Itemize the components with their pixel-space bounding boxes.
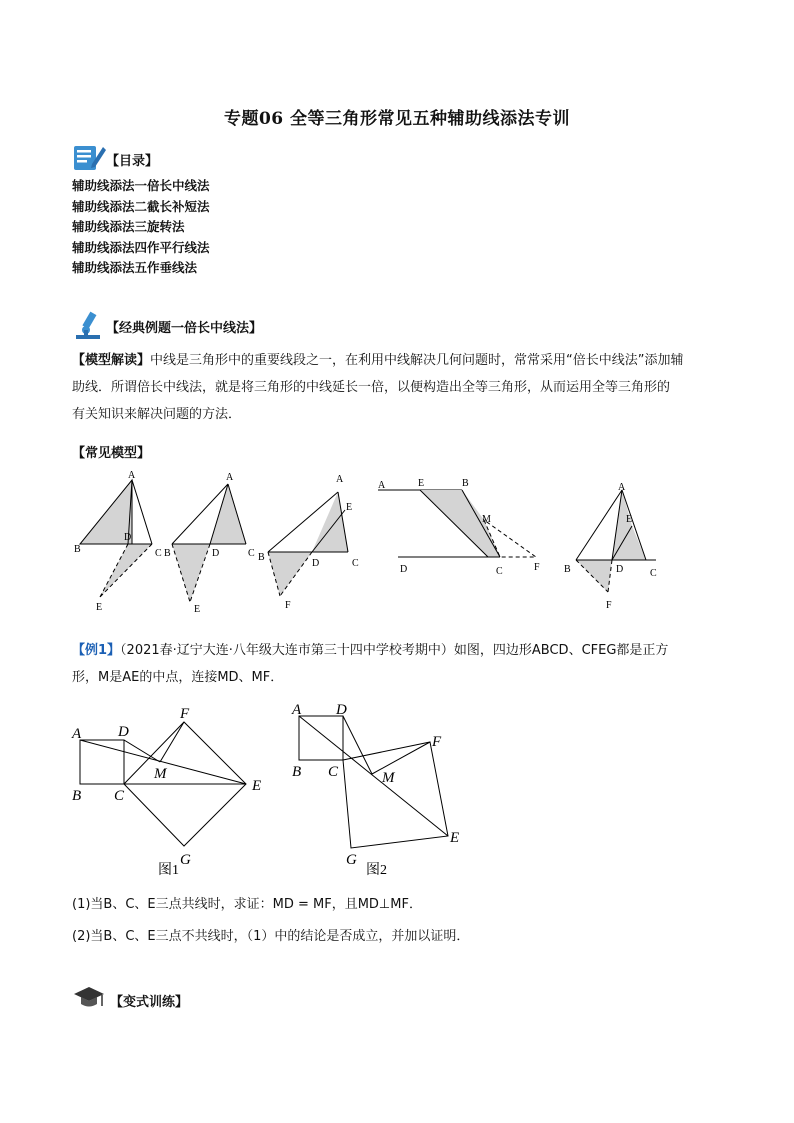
practice-header: 【变式训练】: [110, 995, 189, 1010]
svg-text:D: D: [118, 724, 129, 740]
example-line-1: （2021春·辽宁大连·八年级大连市第三十四中学校考期中）如图，四边形ABCD、CFEG都是正方: [120, 643, 669, 658]
svg-text:D: D: [212, 548, 220, 559]
model-text-2: 助线．所谓倍长中线法，就是将三角形的中线延长一倍，以便构造出全等三角形，从而运用全等三角形的: [72, 380, 671, 395]
svg-text:C: C: [650, 568, 657, 579]
svg-text:D: D: [124, 532, 132, 543]
question-1: (1)当B、C、E三点共线时，求证：MD = MF，且MD⊥MF．: [72, 897, 422, 912]
svg-text:A: A: [292, 702, 302, 718]
toc-item[interactable]: 辅助线添法四作平行线法: [72, 239, 210, 255]
microscope-icon: [72, 308, 106, 340]
question-2: (2)当B、C、E三点不共线时，（1）中的结论是否成立，并加以证明．: [72, 929, 470, 944]
svg-text:M: M: [382, 770, 395, 786]
common-model-label: 【常见模型】: [72, 446, 151, 461]
example-line-2: 形，M是AE的中点，连接MD、MF．: [72, 670, 284, 685]
svg-text:B: B: [258, 552, 265, 563]
pencil-icon: [72, 142, 106, 172]
toc-header: 【目录】: [106, 154, 159, 169]
svg-text:F: F: [432, 734, 442, 750]
example-label: 【例1】: [72, 643, 121, 658]
page-title: 专题06 全等三角形常见五种辅助线添法专训: [223, 109, 571, 129]
svg-text:A: A: [618, 482, 626, 493]
toc-item[interactable]: 辅助线添法一倍长中线法: [72, 178, 210, 193]
toc-list: [72, 176, 210, 279]
model-label: 【模型解读】: [72, 353, 151, 368]
svg-text:F: F: [180, 706, 190, 722]
model-text-3: 有关知识来解决问题的方法．: [72, 407, 242, 422]
svg-text:A: A: [336, 474, 344, 485]
model-description: [72, 347, 732, 428]
svg-text:B: B: [462, 478, 469, 489]
svg-text:E: E: [450, 830, 460, 846]
svg-text:D: D: [336, 702, 347, 718]
model-text-1: 中线是三角形中的重要线段之一，在利用中线解决几何问题时，常常采用“倍长中线法”添加辅: [150, 353, 684, 368]
toc-item[interactable]: 辅助线添法二截长补短法: [72, 198, 210, 214]
svg-text:C: C: [248, 548, 255, 559]
svg-text:B: B: [74, 544, 81, 555]
svg-text:D: D: [616, 564, 624, 575]
fig1-caption: 图1: [158, 863, 179, 878]
svg-text:C: C: [155, 548, 162, 559]
svg-text:B: B: [164, 548, 171, 559]
svg-text:B: B: [72, 788, 82, 804]
svg-text:C: C: [328, 764, 339, 780]
svg-text:F: F: [534, 562, 540, 573]
svg-text:G: G: [180, 852, 191, 868]
svg-text:C: C: [114, 788, 125, 804]
graduation-cap-icon: [72, 984, 106, 1012]
svg-text:E: E: [252, 778, 262, 794]
svg-text:A: A: [226, 472, 234, 483]
toc-item[interactable]: 辅助线添法三旋转法: [72, 219, 185, 234]
svg-text:F: F: [285, 600, 291, 611]
example-figures: [70, 698, 490, 883]
svg-text:C: C: [352, 558, 359, 569]
svg-text:A: A: [378, 480, 386, 491]
svg-text:E: E: [626, 514, 633, 525]
svg-text:C: C: [496, 566, 503, 577]
example-text: [72, 637, 732, 691]
fig2-caption: 图2: [366, 863, 387, 878]
svg-text:G: G: [346, 852, 357, 868]
svg-text:M: M: [154, 766, 167, 782]
common-models-figure: [60, 462, 740, 622]
svg-text:A: A: [128, 470, 136, 481]
svg-text:D: D: [312, 558, 320, 569]
svg-text:E: E: [96, 602, 103, 613]
section-header: 【经典例题一倍长中线法】: [106, 321, 263, 336]
svg-text:A: A: [72, 726, 82, 742]
svg-text:E: E: [418, 478, 425, 489]
svg-text:B: B: [564, 564, 571, 575]
toc-item[interactable]: 辅助线添法五作垂线法: [72, 260, 198, 275]
svg-text:M: M: [482, 514, 491, 525]
svg-text:B: B: [292, 764, 302, 780]
svg-text:D: D: [400, 564, 408, 575]
svg-text:E: E: [194, 604, 201, 615]
svg-text:E: E: [346, 502, 353, 513]
svg-text:F: F: [606, 600, 612, 611]
